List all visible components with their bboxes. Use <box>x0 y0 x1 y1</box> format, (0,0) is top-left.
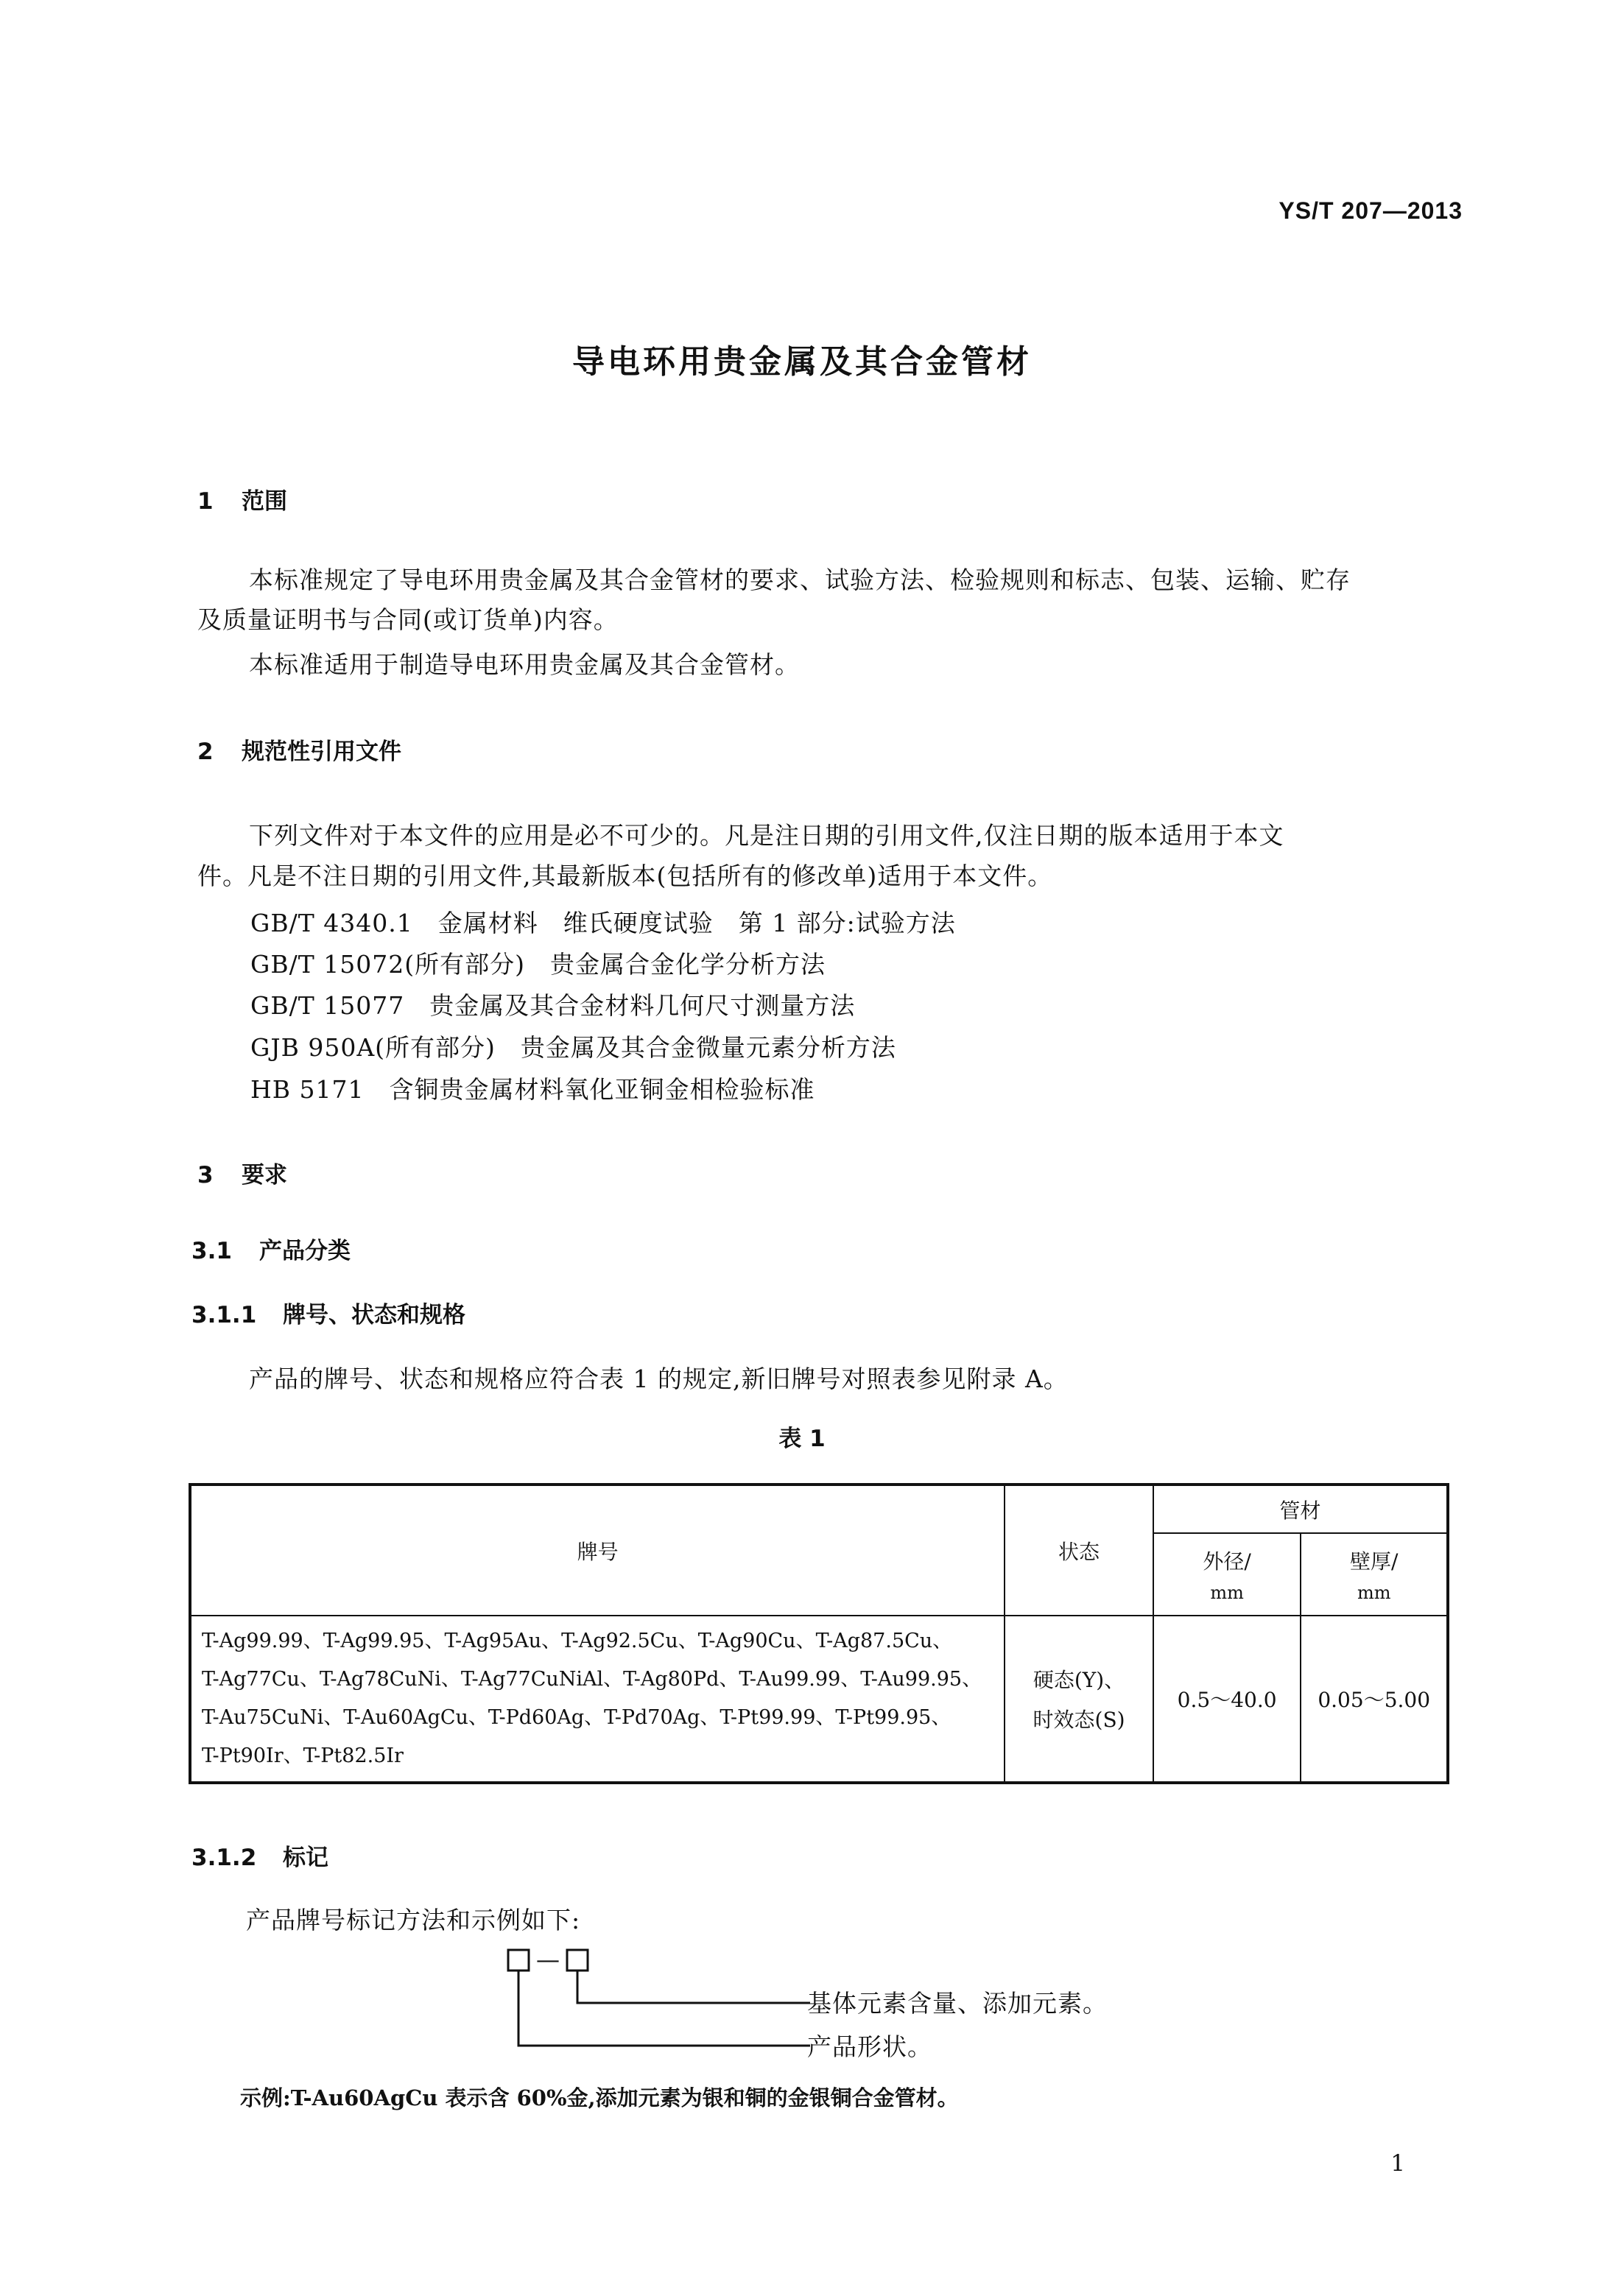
header-tube: 管材 <box>1153 1485 1448 1533</box>
marking-diagram <box>493 1937 817 2069</box>
marking-label-upper: 基体元素含量、添加元素。 <box>807 1989 1108 2018</box>
section-3-1-title: 产品分类 <box>259 1238 351 1264</box>
marking-example: 示例:T-Au60AgCu 表示含 60%金,添加元素为银和铜的金银铜合金管材。 <box>240 2085 959 2110</box>
header-temper: 状态 <box>1005 1485 1153 1616</box>
section-2-para-1a: 下列文件对于本文件的应用是必不可少的。凡是注日期的引用文件,仅注日期的版本适用于本文 <box>249 821 1284 850</box>
section-1-heading <box>197 482 287 515</box>
cell-wall-thickness: 0.05～5.00 <box>1301 1616 1448 1783</box>
section-2-para-1b: 件。凡是不注日期的引用文件,其最新版本(包括所有的修改单)适用于本文件。 <box>197 862 1053 890</box>
cell-grades <box>190 1616 1005 1783</box>
leader-line-upper <box>577 1971 810 2003</box>
section-2-heading <box>197 733 401 766</box>
marking-dash: — <box>536 1945 560 1973</box>
section-3-1-heading <box>191 1232 351 1265</box>
temper-line-1: 硬态(Y)、 <box>1033 1668 1125 1692</box>
section-1-para-1a: 本标准规定了导电环用贵金属及其合金管材的要求、试验方法、检验规则和标志、包装、运输、贮存 <box>249 566 1351 594</box>
document-title: 导电环用贵金属及其合金管材 <box>572 343 1032 381</box>
header-outer-diameter <box>1153 1533 1301 1616</box>
header-wall-thickness <box>1301 1533 1448 1616</box>
section-3-1-1-number: 3.1.1 <box>191 1302 257 1328</box>
header-grade: 牌号 <box>190 1485 1005 1616</box>
reference-item: GB/T 15077 贵金属及其合金材料几何尺寸测量方法 <box>250 991 856 1020</box>
section-1-title: 范围 <box>242 488 287 515</box>
section-3-1-2-number: 3.1.2 <box>191 1845 257 1871</box>
section-3-1-1-heading <box>191 1296 465 1329</box>
header-wall-thickness-unit: mm <box>1357 1582 1391 1603</box>
grade-line: T-Ag77Cu、T-Ag78CuNi、T-Ag77CuNiAl、T-Ag80Pd、T-Au99.99、T-Au99.95、 <box>202 1668 982 1691</box>
header-outer-diameter-unit: mm <box>1210 1582 1244 1603</box>
cell-temper <box>1005 1616 1153 1783</box>
section-3-1-2-heading <box>191 1839 328 1872</box>
reference-item: GB/T 15072(所有部分) 贵金属合金化学分析方法 <box>250 950 826 979</box>
section-2-number: 2 <box>197 739 214 765</box>
cell-outer-diameter: 0.5～40.0 <box>1153 1616 1301 1783</box>
section-3-heading <box>197 1156 287 1189</box>
page-number: 1 <box>1390 2150 1405 2177</box>
section-1-para-2: 本标准适用于制造导电环用贵金属及其合金管材。 <box>249 650 800 679</box>
header-outer-diameter-label: 外径/ <box>1203 1549 1251 1574</box>
table-1-caption: 表 1 <box>778 1426 826 1452</box>
reference-item: HB 5171 含铜贵金属材料氧化亚铜金相检验标准 <box>250 1075 815 1104</box>
grade-line: T-Au75CuNi、T-Au60AgCu、T-Pd60Ag、T-Pd70Ag、T-Pt99.99、T-Pt99.95、 <box>202 1706 952 1729</box>
standard-code: YS/T 207—2013 <box>1278 197 1463 224</box>
reference-item: GB/T 4340.1 金属材料 维氏硬度试验 第 1 部分:试验方法 <box>250 909 956 937</box>
section-3-1-2-title: 标记 <box>283 1845 328 1871</box>
temper-line-2: 时效态(S) <box>1033 1708 1125 1732</box>
grade-line: T-Pt90Ir、T-Pt82.5Ir <box>202 1744 404 1767</box>
section-3-number: 3 <box>197 1162 214 1189</box>
section-3-title: 要求 <box>242 1162 287 1189</box>
product-shape-box <box>508 1950 529 1971</box>
reference-item: GJB 950A(所有部分) 贵金属及其合金微量元素分析方法 <box>250 1033 896 1062</box>
element-content-box <box>567 1950 588 1971</box>
marking-label-lower: 产品形状。 <box>807 2032 932 2061</box>
grade-line: T-Ag99.99、T-Ag99.95、T-Ag95Au、T-Ag92.5Cu、T-Ag90Cu、T-Ag87.5Cu、 <box>202 1630 953 1652</box>
table-1 <box>189 1483 1449 1784</box>
marking-intro: 产品牌号标记方法和示例如下: <box>246 1906 581 1934</box>
section-3-1-1-para: 产品的牌号、状态和规格应符合表 1 的规定,新旧牌号对照表参见附录 A。 <box>249 1364 1069 1393</box>
section-1-number: 1 <box>197 488 214 515</box>
leader-line-lower <box>518 1971 810 2046</box>
section-2-title: 规范性引用文件 <box>242 739 401 765</box>
header-wall-thickness-label: 壁厚/ <box>1349 1549 1399 1574</box>
section-3-1-number: 3.1 <box>191 1238 232 1264</box>
section-3-1-1-title: 牌号、状态和规格 <box>283 1302 465 1328</box>
section-1-para-1b: 及质量证明书与合同(或订货单)内容。 <box>197 605 619 634</box>
